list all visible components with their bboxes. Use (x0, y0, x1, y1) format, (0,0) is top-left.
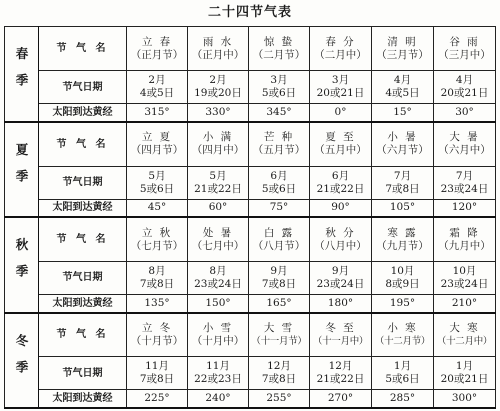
term-cell-name (127, 217, 188, 261)
term-lunar-month: （十一月中） (312, 335, 369, 347)
term-name: 芒 种 (263, 131, 295, 144)
term-cell-name (127, 122, 188, 166)
term-name: 小 雪 (202, 321, 234, 334)
term-lunar-month: （十二月节） (374, 335, 431, 347)
term-date-days: 5或6日 (385, 373, 420, 386)
term-cell-name (434, 313, 496, 357)
term-cell-date (249, 166, 310, 199)
term-longitude: 165° (249, 295, 310, 313)
term-cell-date (249, 357, 310, 390)
term-date-days: 5或6日 (261, 87, 297, 100)
term-cell-name (434, 122, 496, 166)
row-label-date: 节气日期 (39, 261, 127, 294)
term-cell-name (372, 122, 434, 166)
term-cell-date (188, 261, 249, 294)
term-cell-name (310, 27, 372, 71)
term-lunar-month: （八月中） (314, 239, 367, 252)
term-lunar-month: （三月中） (438, 48, 491, 61)
term-cell-date (434, 261, 496, 294)
season-3-row-name (5, 313, 496, 357)
term-cell-date (188, 357, 249, 390)
term-cell-date (127, 357, 188, 390)
term-date-month: 10月 (390, 264, 415, 277)
term-name: 大 暑 (449, 131, 480, 144)
term-date-days: 23或24日 (440, 182, 489, 195)
term-lunar-month: （三月节） (376, 48, 429, 61)
term-date-days: 7或8日 (139, 277, 175, 290)
term-cell-name (372, 217, 434, 261)
term-cell-name (127, 27, 188, 71)
season-0-row-date (5, 71, 496, 104)
term-longitude: 0° (310, 104, 372, 122)
row-label-name: 节 气 名 (39, 122, 127, 166)
term-date-month: 4月 (393, 74, 412, 87)
term-date-days: 5或6日 (139, 182, 175, 195)
term-cell-date (127, 261, 188, 294)
term-date-month: 11月 (145, 360, 169, 373)
season-label-text: 夏季 (14, 143, 29, 197)
term-date-days: 21或22日 (316, 373, 365, 386)
season-label-text: 春季 (14, 47, 29, 101)
term-cell-name (372, 313, 434, 357)
term-lunar-month: （四月中） (191, 144, 245, 157)
term-lunar-month: （十月中） (191, 334, 245, 347)
term-cell-date (310, 357, 372, 390)
term-cell-date (372, 261, 434, 294)
term-longitude: 240° (188, 390, 249, 408)
term-date-days: 21或22日 (194, 182, 242, 195)
term-date-month: 5月 (209, 169, 227, 182)
row-label-name: 节 气 名 (39, 27, 127, 71)
row-label-name: 节 气 名 (39, 217, 127, 261)
term-name: 白 露 (263, 226, 295, 239)
term-date-days: 20或21日 (440, 373, 489, 386)
term-cell-name (434, 217, 496, 261)
term-date-month: 7月 (393, 169, 412, 182)
term-name: 小 暑 (387, 131, 418, 144)
term-lunar-month: （十一月节） (251, 335, 307, 347)
term-cell-date (249, 71, 310, 104)
row-label-date: 节气日期 (39, 357, 127, 390)
term-cell-date (434, 166, 496, 199)
term-date-month: 11月 (206, 360, 230, 373)
term-date-days: 23或24日 (440, 277, 489, 290)
term-date-month: 12月 (267, 360, 291, 373)
term-date-month: 7月 (455, 169, 474, 182)
term-lunar-month: （二月节） (252, 48, 306, 61)
term-name: 谷 雨 (449, 35, 480, 48)
term-name: 寒 露 (387, 226, 418, 239)
season-label (5, 313, 39, 408)
season-2-row-name (5, 217, 496, 261)
term-longitude: 45° (127, 199, 188, 217)
term-name: 清 明 (387, 35, 418, 48)
season-label (5, 27, 39, 122)
row-label-longitude: 太阳到达黄经 (39, 295, 127, 313)
term-lunar-month: （九月节） (376, 239, 429, 252)
term-cell-date (249, 261, 310, 294)
term-lunar-month: （六月中） (438, 144, 491, 157)
term-date-days: 23或24日 (316, 277, 365, 290)
term-date-days: 4或5日 (139, 87, 175, 100)
term-cell-date (434, 357, 496, 390)
term-lunar-month: （七月节） (130, 239, 184, 252)
row-label-longitude: 太阳到达黄经 (39, 199, 127, 217)
term-date-month: 9月 (270, 264, 288, 277)
term-date-month: 1月 (455, 360, 474, 373)
term-lunar-month: （正月中） (191, 48, 245, 61)
term-longitude: 330° (188, 104, 249, 122)
term-date-month: 3月 (270, 74, 288, 87)
term-name: 立 春 (141, 35, 173, 48)
term-longitude: 180° (310, 295, 372, 313)
term-date-month: 10月 (452, 264, 477, 277)
term-cell-name (188, 313, 249, 357)
term-name: 雨 水 (202, 35, 234, 48)
term-name: 立 冬 (141, 321, 173, 334)
term-longitude: 105° (372, 199, 434, 217)
term-longitude: 120° (434, 199, 496, 217)
term-lunar-month: （六月节） (376, 144, 429, 157)
term-longitude: 90° (310, 199, 372, 217)
term-lunar-month: （八月节） (252, 239, 306, 252)
term-longitude: 285° (372, 390, 434, 408)
term-date-days: 21或22日 (316, 182, 365, 195)
term-cell-name (310, 217, 372, 261)
season-label (5, 217, 39, 312)
term-name: 小 寒 (387, 321, 418, 334)
term-name: 立 夏 (141, 131, 173, 144)
term-cell-name (188, 217, 249, 261)
term-longitude: 60° (188, 199, 249, 217)
row-label-date: 节气日期 (39, 71, 127, 104)
term-name: 冬 至 (325, 321, 356, 334)
season-3-row-longitude (5, 390, 496, 408)
term-name: 处 暑 (202, 226, 234, 239)
row-label-name: 节 气 名 (39, 313, 127, 357)
term-date-month: 6月 (331, 169, 350, 182)
term-cell-date (372, 166, 434, 199)
term-date-days: 7或8日 (139, 373, 175, 386)
season-label (5, 122, 39, 217)
term-date-month: 1月 (393, 360, 412, 373)
term-cell-date (372, 357, 434, 390)
season-2-row-date (5, 261, 496, 294)
term-date-days: 7或8日 (261, 277, 297, 290)
term-date-month: 6月 (270, 169, 288, 182)
term-date-days: 23或24日 (194, 277, 242, 290)
term-date-days: 20或21日 (440, 87, 489, 100)
term-date-days: 7或8日 (385, 182, 420, 195)
term-cell-date (310, 166, 372, 199)
season-label-text: 冬季 (14, 333, 29, 387)
term-date-days: 8或9日 (385, 277, 420, 290)
term-cell-date (434, 71, 496, 104)
term-longitude: 345° (249, 104, 310, 122)
term-cell-date (127, 71, 188, 104)
term-name: 霜 降 (449, 226, 480, 239)
term-longitude: 225° (127, 390, 188, 408)
term-cell-name (434, 27, 496, 71)
row-label-longitude: 太阳到达黄经 (39, 390, 127, 408)
term-date-days: 22或23日 (194, 373, 242, 386)
term-cell-name (372, 27, 434, 71)
solar-terms-table (4, 26, 496, 409)
term-longitude: 135° (127, 295, 188, 313)
term-cell-name (249, 217, 310, 261)
term-cell-date (310, 71, 372, 104)
season-2-row-longitude (5, 295, 496, 313)
term-lunar-month: （正月节） (130, 48, 184, 61)
term-cell-date (127, 166, 188, 199)
term-lunar-month: （四月节） (130, 144, 184, 157)
term-longitude: 255° (249, 390, 310, 408)
term-longitude: 195° (372, 295, 434, 313)
term-longitude: 315° (127, 104, 188, 122)
season-0-row-longitude (5, 104, 496, 122)
term-date-month: 3月 (331, 74, 350, 87)
term-longitude: 150° (188, 295, 249, 313)
term-lunar-month: （十月节） (130, 334, 184, 347)
term-name: 小 满 (202, 131, 234, 144)
term-cell-date (372, 71, 434, 104)
season-label-text: 秋季 (14, 238, 29, 292)
term-cell-name (188, 122, 249, 166)
term-name: 大 雪 (263, 321, 295, 334)
term-cell-date (310, 261, 372, 294)
row-label-date: 节气日期 (39, 166, 127, 199)
term-lunar-month: （十二月中） (436, 335, 493, 347)
season-0-row-name (5, 27, 496, 71)
term-date-month: 2月 (209, 74, 227, 87)
table-title: 二十四节气表 (207, 5, 292, 20)
term-name: 秋 分 (325, 226, 356, 239)
term-longitude: 30° (434, 104, 496, 122)
term-date-month: 5月 (148, 169, 166, 182)
row-label-longitude: 太阳到达黄经 (39, 104, 127, 122)
term-date-days: 4或5日 (385, 87, 420, 100)
term-cell-name (249, 313, 310, 357)
term-lunar-month: （七月中） (191, 239, 245, 252)
term-cell-name (127, 313, 188, 357)
term-date-days: 5或6日 (261, 182, 297, 195)
term-name: 立 秋 (141, 226, 173, 239)
term-date-month: 8月 (209, 264, 227, 277)
term-name: 惊 蛰 (263, 35, 295, 48)
term-name: 大 寒 (449, 321, 480, 334)
season-3-row-date (5, 357, 496, 390)
table-body (5, 27, 496, 409)
term-longitude: 210° (434, 295, 496, 313)
term-date-days: 20或21日 (316, 87, 365, 100)
term-date-month: 8月 (148, 264, 166, 277)
term-lunar-month: （五月中） (314, 144, 367, 157)
term-date-month: 2月 (148, 74, 166, 87)
term-date-month: 9月 (331, 264, 350, 277)
term-cell-name (188, 27, 249, 71)
term-cell-name (310, 122, 372, 166)
term-date-month: 12月 (328, 360, 353, 373)
term-lunar-month: （九月中） (438, 239, 491, 252)
term-date-days: 19或20日 (194, 87, 242, 100)
term-name: 夏 至 (325, 131, 356, 144)
term-cell-name (249, 27, 310, 71)
season-1-row-longitude (5, 199, 496, 217)
term-lunar-month: （五月节） (252, 144, 306, 157)
term-cell-name (249, 122, 310, 166)
term-lunar-month: （二月中） (314, 48, 367, 61)
term-longitude: 270° (310, 390, 372, 408)
term-cell-name (310, 313, 372, 357)
season-1-row-name (5, 122, 496, 166)
term-longitude: 300° (434, 390, 496, 408)
term-date-days: 7或8日 (261, 373, 297, 386)
term-longitude: 75° (249, 199, 310, 217)
season-1-row-date (5, 166, 496, 199)
term-cell-date (188, 71, 249, 104)
term-name: 春 分 (325, 35, 356, 48)
term-date-month: 4月 (455, 74, 474, 87)
term-longitude: 15° (372, 104, 434, 122)
term-cell-date (188, 166, 249, 199)
